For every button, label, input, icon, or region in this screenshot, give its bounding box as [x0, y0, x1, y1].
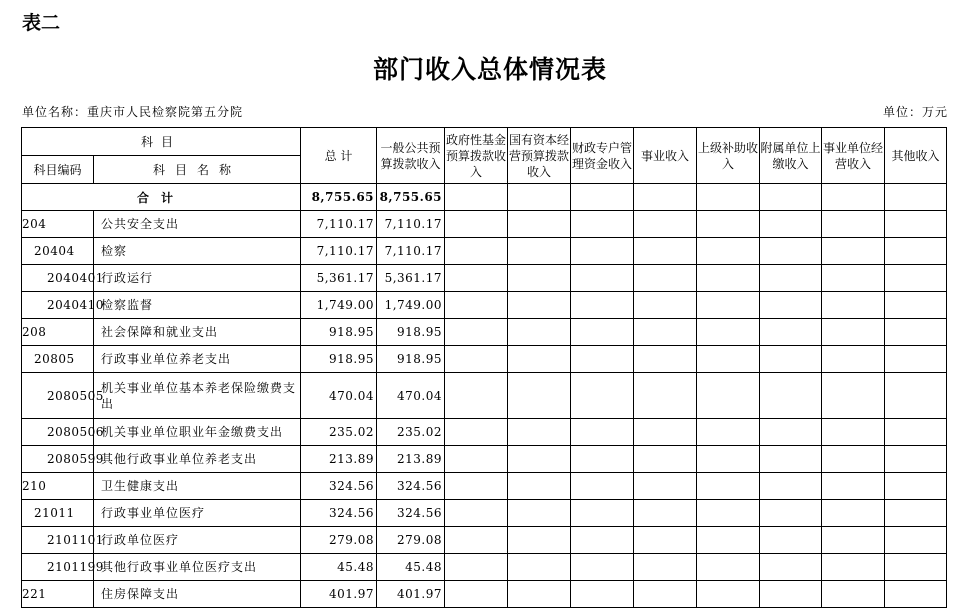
subject-name-cell: 社会保障和就业支出: [94, 319, 301, 346]
empty-cell: [445, 211, 508, 238]
empty-cell: [508, 373, 571, 419]
empty-cell: [508, 581, 571, 608]
total-cell: 45.48: [301, 554, 377, 581]
general-budget-cell: 7,110.17: [377, 211, 445, 238]
empty-cell: [822, 500, 885, 527]
total-cell: 7,110.17: [301, 238, 377, 265]
income-summary-table: [21, 127, 947, 608]
empty-cell: [885, 581, 947, 608]
empty-cell: [885, 211, 947, 238]
empty-cell: [508, 500, 571, 527]
empty-cell: [760, 554, 822, 581]
empty-cell: [760, 211, 822, 238]
empty-cell: [822, 446, 885, 473]
subject-code-cell: 2080599: [22, 446, 94, 473]
empty-cell: [697, 446, 760, 473]
empty-cell: [508, 473, 571, 500]
empty-cell: [508, 238, 571, 265]
empty-cell: [697, 319, 760, 346]
empty-cell: [822, 581, 885, 608]
empty-cell: [571, 419, 634, 446]
empty-cell: [760, 581, 822, 608]
subject-code-cell: 210: [22, 473, 94, 500]
empty-cell: [822, 292, 885, 319]
empty-cell: [445, 419, 508, 446]
empty-cell: [571, 292, 634, 319]
empty-cell: [885, 446, 947, 473]
subject-name-cell: 检察监督: [94, 292, 301, 319]
superior-subsidy-header: 上级补助收入: [697, 128, 760, 184]
table-row: [22, 292, 947, 319]
subject-code-cell: 2080505: [22, 373, 94, 419]
empty-cell: [445, 500, 508, 527]
total-header: 总 计: [301, 128, 377, 184]
business-income-header: 事业收入: [634, 128, 697, 184]
table-row: [22, 500, 947, 527]
empty-cell: [634, 419, 697, 446]
empty-cell: [445, 265, 508, 292]
empty-cell: [822, 265, 885, 292]
empty-cell: [885, 419, 947, 446]
total-cell: 1,749.00: [301, 292, 377, 319]
subject-name-cell: 机关事业单位职业年金缴费支出: [94, 419, 301, 446]
empty-cell: [697, 419, 760, 446]
subject-name-cell: 其他行政事业单位养老支出: [94, 446, 301, 473]
total-cell: 401.97: [301, 581, 377, 608]
empty-cell: [508, 554, 571, 581]
subject-name-cell: 公共安全支出: [94, 211, 301, 238]
subject-code-cell: 221: [22, 581, 94, 608]
empty-cell: [760, 473, 822, 500]
subject-code-cell: 208: [22, 319, 94, 346]
empty-cell: [697, 346, 760, 373]
empty-cell: [760, 292, 822, 319]
subject-code-cell: 2040401: [22, 265, 94, 292]
empty-cell: [508, 211, 571, 238]
empty-cell: [445, 446, 508, 473]
total-row-total: 8,755.65: [301, 184, 377, 211]
empty-cell: [571, 527, 634, 554]
empty-cell: [445, 238, 508, 265]
table-row: [22, 346, 947, 373]
table-row: [22, 419, 947, 446]
subject-name-cell: 行政事业单位医疗: [94, 500, 301, 527]
empty-cell: [445, 581, 508, 608]
empty-cell: [634, 319, 697, 346]
empty-cell: [445, 319, 508, 346]
empty-cell: [508, 292, 571, 319]
empty-cell: [760, 319, 822, 346]
fiscal-special-header: 财政专户管理资金收入: [571, 128, 634, 184]
empty-cell: [508, 265, 571, 292]
empty-cell: [885, 265, 947, 292]
empty-cell: [445, 473, 508, 500]
empty-cell: [760, 446, 822, 473]
subject-code-cell: 20805: [22, 346, 94, 373]
empty-cell: [634, 373, 697, 419]
empty-cell: [697, 473, 760, 500]
empty-cell: [822, 373, 885, 419]
empty-cell: [822, 473, 885, 500]
total-row: [22, 184, 947, 211]
general-budget-cell: 45.48: [377, 554, 445, 581]
table-row: [22, 319, 947, 346]
table-row: [22, 265, 947, 292]
subject-code-cell: 20404: [22, 238, 94, 265]
general-budget-cell: 1,749.00: [377, 292, 445, 319]
empty-cell: [697, 527, 760, 554]
subject-name-cell: 检察: [94, 238, 301, 265]
subject-code-cell: 204: [22, 211, 94, 238]
subject-name-header: 科目名称: [94, 156, 301, 184]
empty-cell: [885, 319, 947, 346]
empty-cell: [571, 346, 634, 373]
empty-cell: [885, 473, 947, 500]
table-number-label: 表二: [22, 12, 61, 34]
empty-cell: [885, 373, 947, 419]
empty-cell: [885, 554, 947, 581]
empty-cell: [571, 238, 634, 265]
empty-cell: [634, 346, 697, 373]
empty-cell: [571, 446, 634, 473]
subject-name-cell: 卫生健康支出: [94, 473, 301, 500]
general-budget-cell: 401.97: [377, 581, 445, 608]
empty-cell: [822, 554, 885, 581]
empty-cell: [634, 265, 697, 292]
empty-cell: [822, 319, 885, 346]
subject-code-cell: 21011: [22, 500, 94, 527]
empty-cell: [508, 419, 571, 446]
empty-cell: [571, 500, 634, 527]
table-row: [22, 527, 947, 554]
empty-cell: [760, 500, 822, 527]
empty-cell: [445, 554, 508, 581]
table-row: [22, 211, 947, 238]
empty-cell: [571, 473, 634, 500]
general-budget-cell: 279.08: [377, 527, 445, 554]
empty-cell: [445, 527, 508, 554]
table-row: [22, 554, 947, 581]
general-budget-cell: 470.04: [377, 373, 445, 419]
empty-cell: [697, 265, 760, 292]
subject-code-header: 科目编码: [22, 156, 94, 184]
empty-cell: [571, 319, 634, 346]
empty-cell: [445, 373, 508, 419]
other-income-header: 其他收入: [885, 128, 947, 184]
empty-cell: [508, 319, 571, 346]
empty-cell: [822, 419, 885, 446]
empty-cell: [697, 292, 760, 319]
empty-cell: [571, 373, 634, 419]
empty-cell: [760, 373, 822, 419]
empty-cell: [822, 238, 885, 265]
subject-header: 科目: [22, 128, 301, 156]
page-title: 部门收入总体情况表: [372, 55, 607, 84]
empty-cell: [885, 238, 947, 265]
empty-cell: [885, 527, 947, 554]
operating-income-header: 事业单位经营收入: [822, 128, 885, 184]
table-row: [22, 238, 947, 265]
empty-cell: [634, 527, 697, 554]
total-cell: 470.04: [301, 373, 377, 419]
total-cell: 324.56: [301, 500, 377, 527]
empty-cell: [760, 527, 822, 554]
total-row-label: 合计: [22, 184, 301, 211]
empty-cell: [571, 554, 634, 581]
subject-code-cell: 2101199: [22, 554, 94, 581]
empty-cell: [571, 265, 634, 292]
general-budget-cell: 7,110.17: [377, 238, 445, 265]
general-budget-cell: 918.95: [377, 319, 445, 346]
empty-cell: [634, 581, 697, 608]
affiliated-income-header: 附属单位上缴收入: [760, 128, 822, 184]
empty-cell: [634, 238, 697, 265]
general-budget-cell: 213.89: [377, 446, 445, 473]
subject-name-cell: 行政事业单位养老支出: [94, 346, 301, 373]
empty-cell: [571, 581, 634, 608]
table-row: [22, 473, 947, 500]
empty-cell: [822, 527, 885, 554]
subject-code-cell: 2040410: [22, 292, 94, 319]
total-cell: 324.56: [301, 473, 377, 500]
empty-cell: [634, 473, 697, 500]
general-budget-header: 一般公共预算拨款收入: [377, 128, 445, 184]
empty-cell: [822, 346, 885, 373]
gov-fund-header: 政府性基金预算拨款收入: [445, 128, 508, 184]
empty-cell: [634, 446, 697, 473]
empty-cell: [697, 373, 760, 419]
empty-cell: [634, 292, 697, 319]
table-row: [22, 446, 947, 473]
empty-cell: [508, 446, 571, 473]
empty-cell: [885, 500, 947, 527]
subject-code-cell: 2101101: [22, 527, 94, 554]
empty-cell: [760, 238, 822, 265]
table-row: [22, 581, 947, 608]
empty-cell: [634, 211, 697, 238]
total-cell: 7,110.17: [301, 211, 377, 238]
empty-cell: [508, 527, 571, 554]
empty-cell: [634, 554, 697, 581]
empty-cell: [760, 419, 822, 446]
empty-cell: [760, 265, 822, 292]
subject-name-cell: 行政运行: [94, 265, 301, 292]
total-cell: 213.89: [301, 446, 377, 473]
general-budget-cell: 324.56: [377, 473, 445, 500]
state-capital-header: 国有资本经营预算拨款收入: [508, 128, 571, 184]
total-cell: 279.08: [301, 527, 377, 554]
currency-unit-label: 单位：万元: [882, 105, 948, 119]
subject-name-cell: 住房保障支出: [94, 581, 301, 608]
empty-cell: [634, 500, 697, 527]
subject-name-cell: 其他行政事业单位医疗支出: [94, 554, 301, 581]
empty-cell: [445, 292, 508, 319]
empty-cell: [697, 211, 760, 238]
unit-name-label: 单位名称：重庆市人民检察院第五分院: [22, 105, 244, 119]
empty-cell: [697, 554, 760, 581]
subject-code-cell: 2080506: [22, 419, 94, 446]
empty-cell: [508, 346, 571, 373]
subject-name-cell: 行政单位医疗: [94, 527, 301, 554]
total-cell: 5,361.17: [301, 265, 377, 292]
empty-cell: [571, 211, 634, 238]
general-budget-cell: 918.95: [377, 346, 445, 373]
general-budget-cell: 235.02: [377, 419, 445, 446]
empty-cell: [760, 346, 822, 373]
empty-cell: [885, 292, 947, 319]
general-budget-cell: 324.56: [377, 500, 445, 527]
empty-cell: [445, 346, 508, 373]
total-cell: 918.95: [301, 346, 377, 373]
total-cell: 918.95: [301, 319, 377, 346]
general-budget-cell: 5,361.17: [377, 265, 445, 292]
empty-cell: [885, 346, 947, 373]
total-row-general: 8,755.65: [377, 184, 445, 211]
table-row: [22, 373, 947, 419]
empty-cell: [697, 500, 760, 527]
empty-cell: [697, 581, 760, 608]
empty-cell: [822, 211, 885, 238]
total-cell: 235.02: [301, 419, 377, 446]
empty-cell: [697, 238, 760, 265]
subject-name-cell: 机关事业单位基本养老保险缴费支出: [94, 373, 301, 419]
